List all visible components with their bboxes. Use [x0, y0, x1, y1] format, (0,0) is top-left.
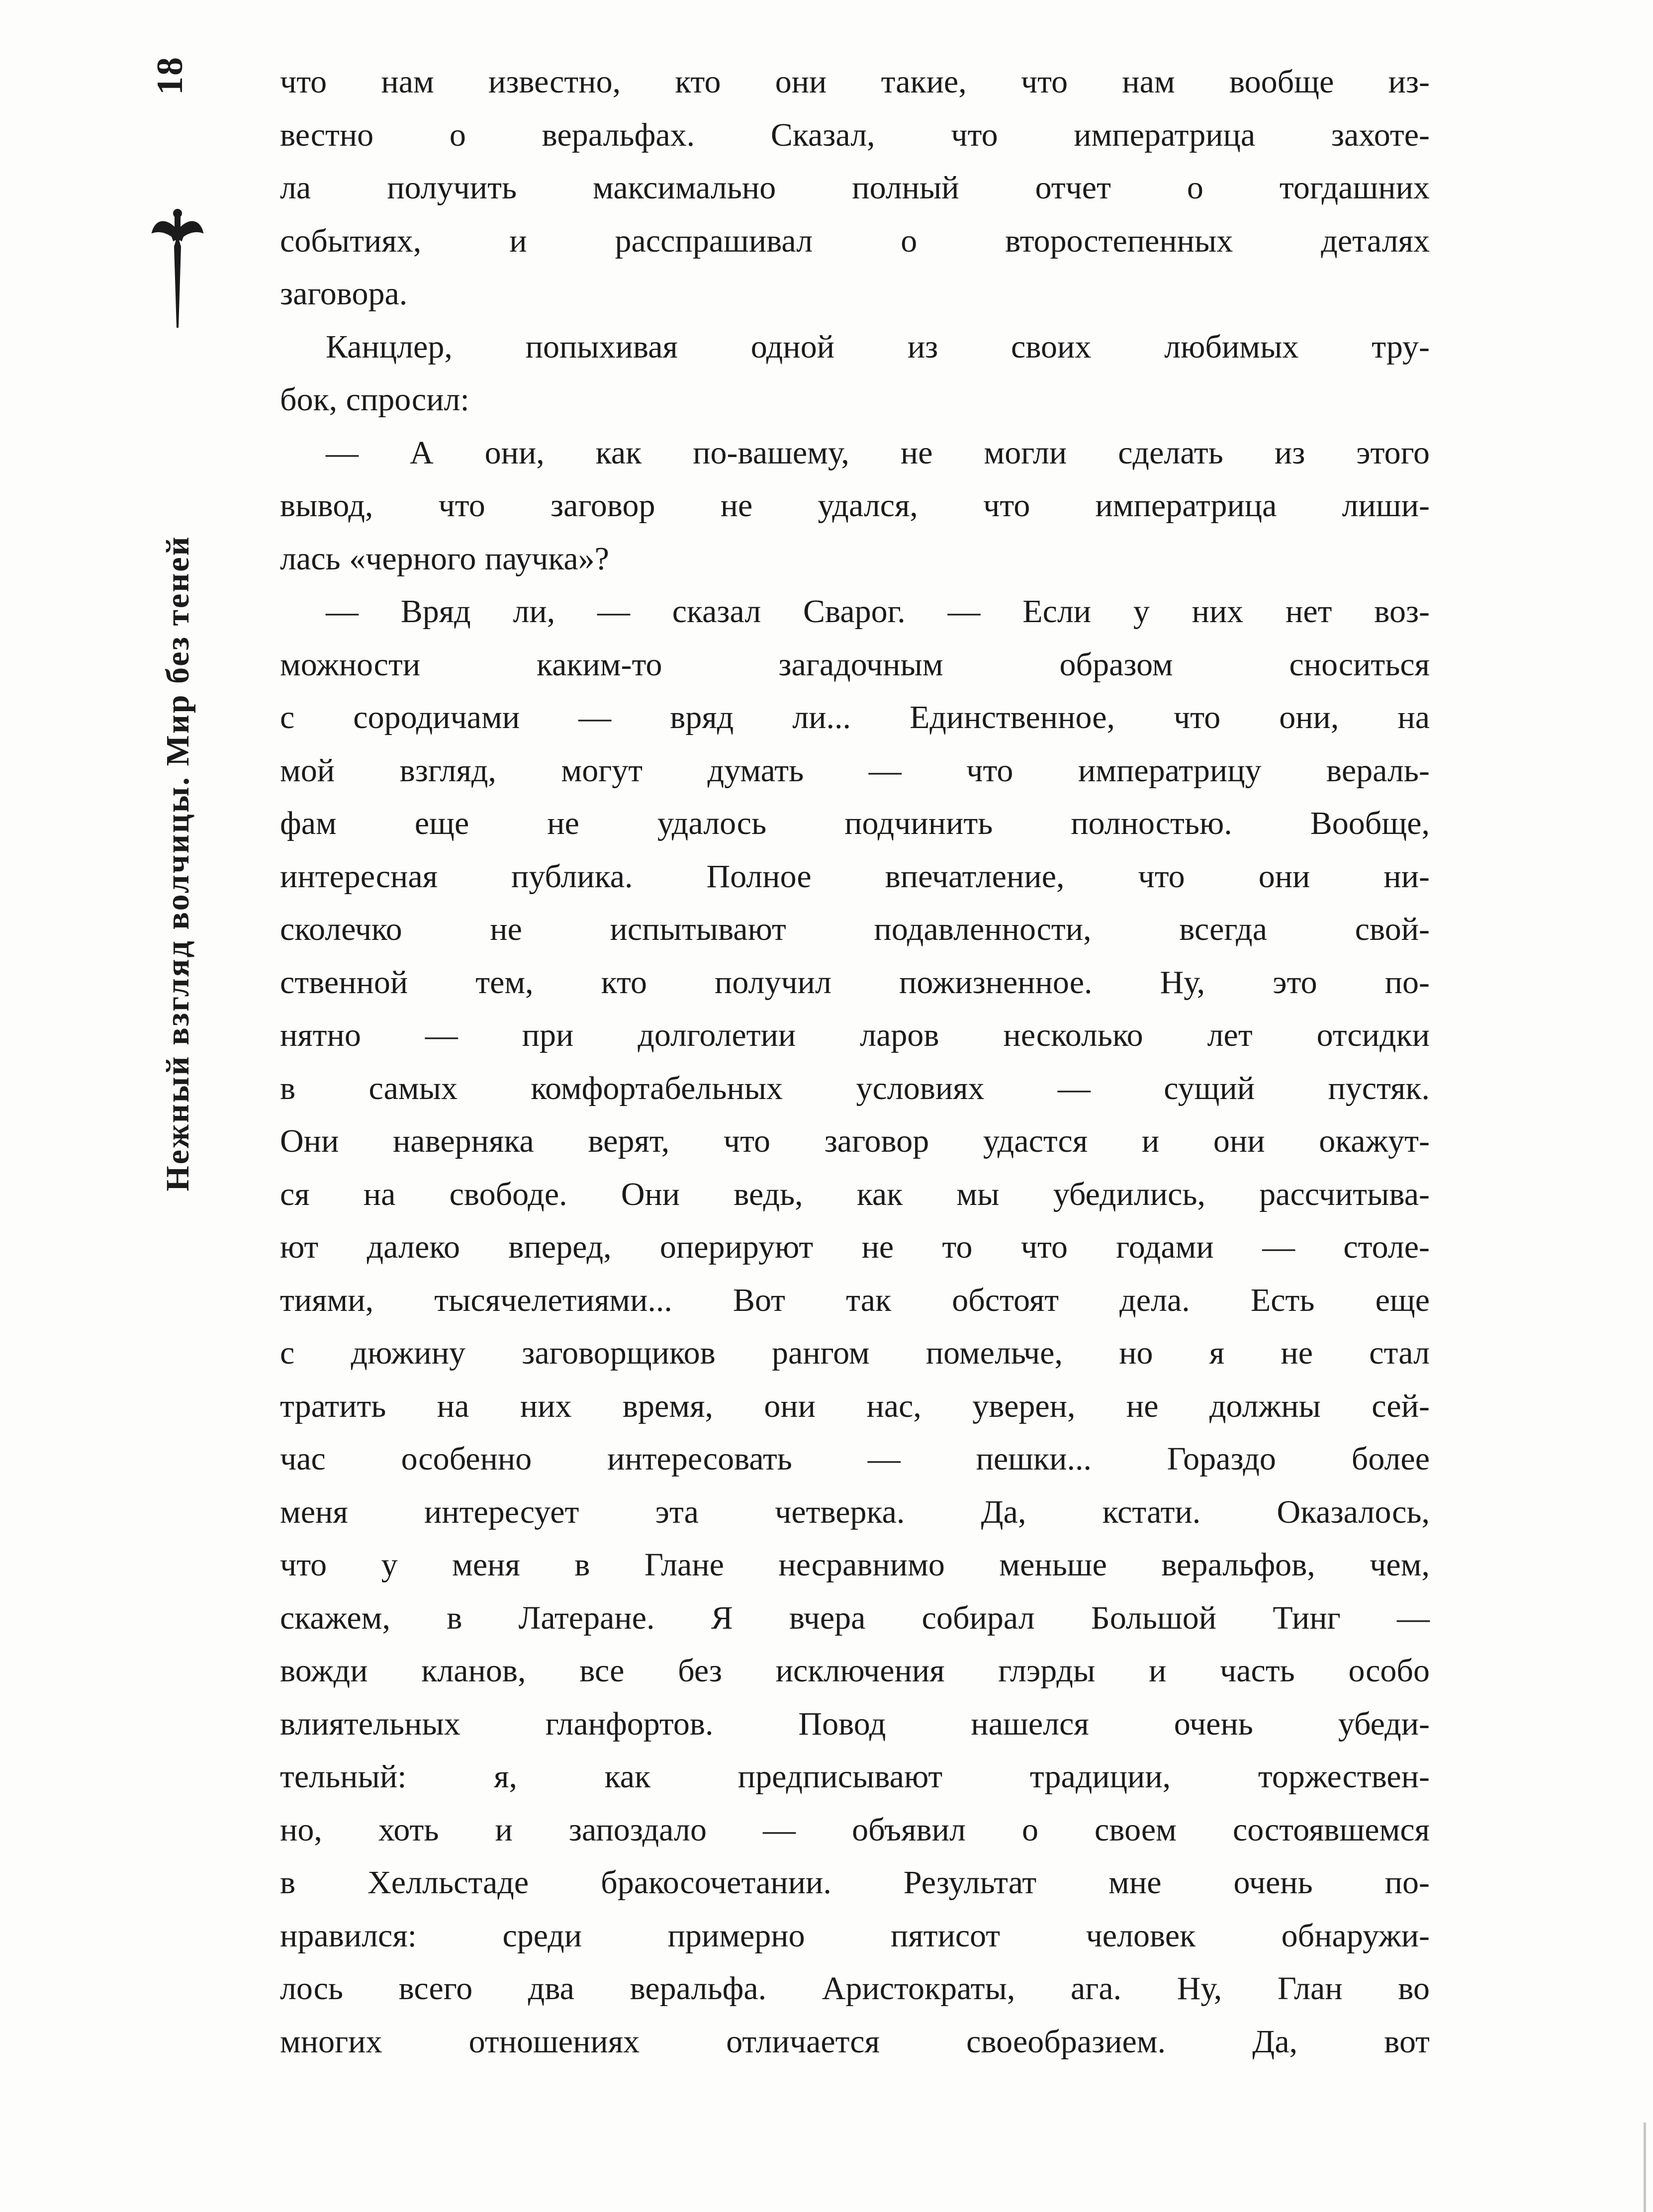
text-line: тельный: я, как предписывают традиции, торжествен- — [280, 1758, 1430, 1795]
text-line: в самых комфортабельных условиях — сущий пустяк. — [280, 1070, 1430, 1106]
text-line: но, хоть и запоздало — объявил о своем состоявшемся — [280, 1811, 1430, 1848]
text-line: час особенно интересовать — пешки... Гораздо более — [280, 1441, 1430, 1477]
text-line: фам еще не удалось подчинить полностью. Вообще, — [280, 805, 1430, 841]
text-line: сколечко не испытывают подавленности, всегда свой- — [280, 911, 1430, 947]
text-line: событиях, и расспрашивал о второстепенных деталях — [280, 222, 1430, 259]
text-line: мой взгляд, могут думать — что императрицу вераль- — [280, 752, 1430, 789]
text-line: лась «черного паучка»? — [280, 540, 609, 577]
body-text — [280, 56, 1430, 2068]
text-line: что у меня в Глане несравнимо меньше веральфов, чем, — [280, 1547, 1430, 1583]
text-line: с сородичами — вряд ли... Единственное, что они, на — [280, 699, 1430, 736]
text-line: тратить на них время, они нас, уверен, не должны сей- — [280, 1387, 1430, 1424]
text-line: можности каким-то загадочным образом сноситься — [280, 646, 1430, 683]
text-line: ла получить максимально полный отчет о тогдашних — [280, 170, 1430, 206]
text-line: вожди кланов, все без исключения глэрды и часть особо — [280, 1653, 1430, 1689]
text-line: бок, спросил: — [280, 381, 469, 418]
text-line: интересная публика. Полное впечатление, что они ни- — [280, 858, 1430, 895]
text-line: скажем, в Латеране. Я вчера собирал Большой Тинг — — [280, 1599, 1430, 1636]
winged-dagger-ornament-icon — [150, 208, 205, 330]
text-line: меня интересует эта четверка. Да, кстати. Оказалось, — [280, 1493, 1430, 1530]
text-line: в Хелльстаде бракосочетании. Результат мне очень по- — [280, 1864, 1430, 1901]
text-line: заговора. — [280, 276, 408, 312]
scan-artifact — [1644, 2122, 1646, 2212]
text-line: — А они, как по-вашему, не могли сделать из этого — [326, 434, 1430, 471]
text-line: с дюжину заговорщиков рангом помельче, но я не стал — [280, 1335, 1430, 1371]
text-line: ют далеко вперед, оперируют не то что годами — столе- — [280, 1229, 1430, 1265]
text-line: Они наверняка верят, что заговор удастся и они окажут- — [280, 1123, 1430, 1159]
page-number: 18 — [150, 56, 190, 95]
text-line: многих отношениях отличается своеобразием. Да, вот — [280, 2023, 1430, 2060]
text-line: тиями, тысячелетиями... Вот так обстоят дела. Есть еще — [280, 1282, 1430, 1318]
text-line: вывод, что заговор не удался, что императрица лиши- — [280, 487, 1430, 524]
text-line: вестно о веральфах. Сказал, что императрица захоте- — [280, 116, 1430, 153]
text-line: ся на свободе. Они ведь, как мы убедились, рассчитыва- — [280, 1176, 1430, 1212]
text-line: влиятельных гланфортов. Повод нашелся очень убеди- — [280, 1705, 1430, 1742]
text-line: — Вряд ли, — сказал Сварог. — Если у них нет воз- — [326, 593, 1430, 630]
text-line: ственной тем, кто получил пожизненное. Ну, это по- — [280, 964, 1430, 1001]
text-line: нравился: среди примерно пятисот человек обнаружи- — [280, 1917, 1430, 1954]
running-title: Нежный взгляд волчицы. Мир без теней — [160, 535, 196, 1192]
text-line: Канцлер, попыхивая одной из своих любимых тру- — [326, 328, 1430, 365]
text-line: лось всего два веральфа. Аристократы, ага. Ну, Глан во — [280, 1970, 1430, 2007]
text-line: что нам известно, кто они такие, что нам вообще из- — [280, 64, 1430, 100]
text-line: нятно — при долголетии ларов несколько лет отсидки — [280, 1017, 1430, 1053]
